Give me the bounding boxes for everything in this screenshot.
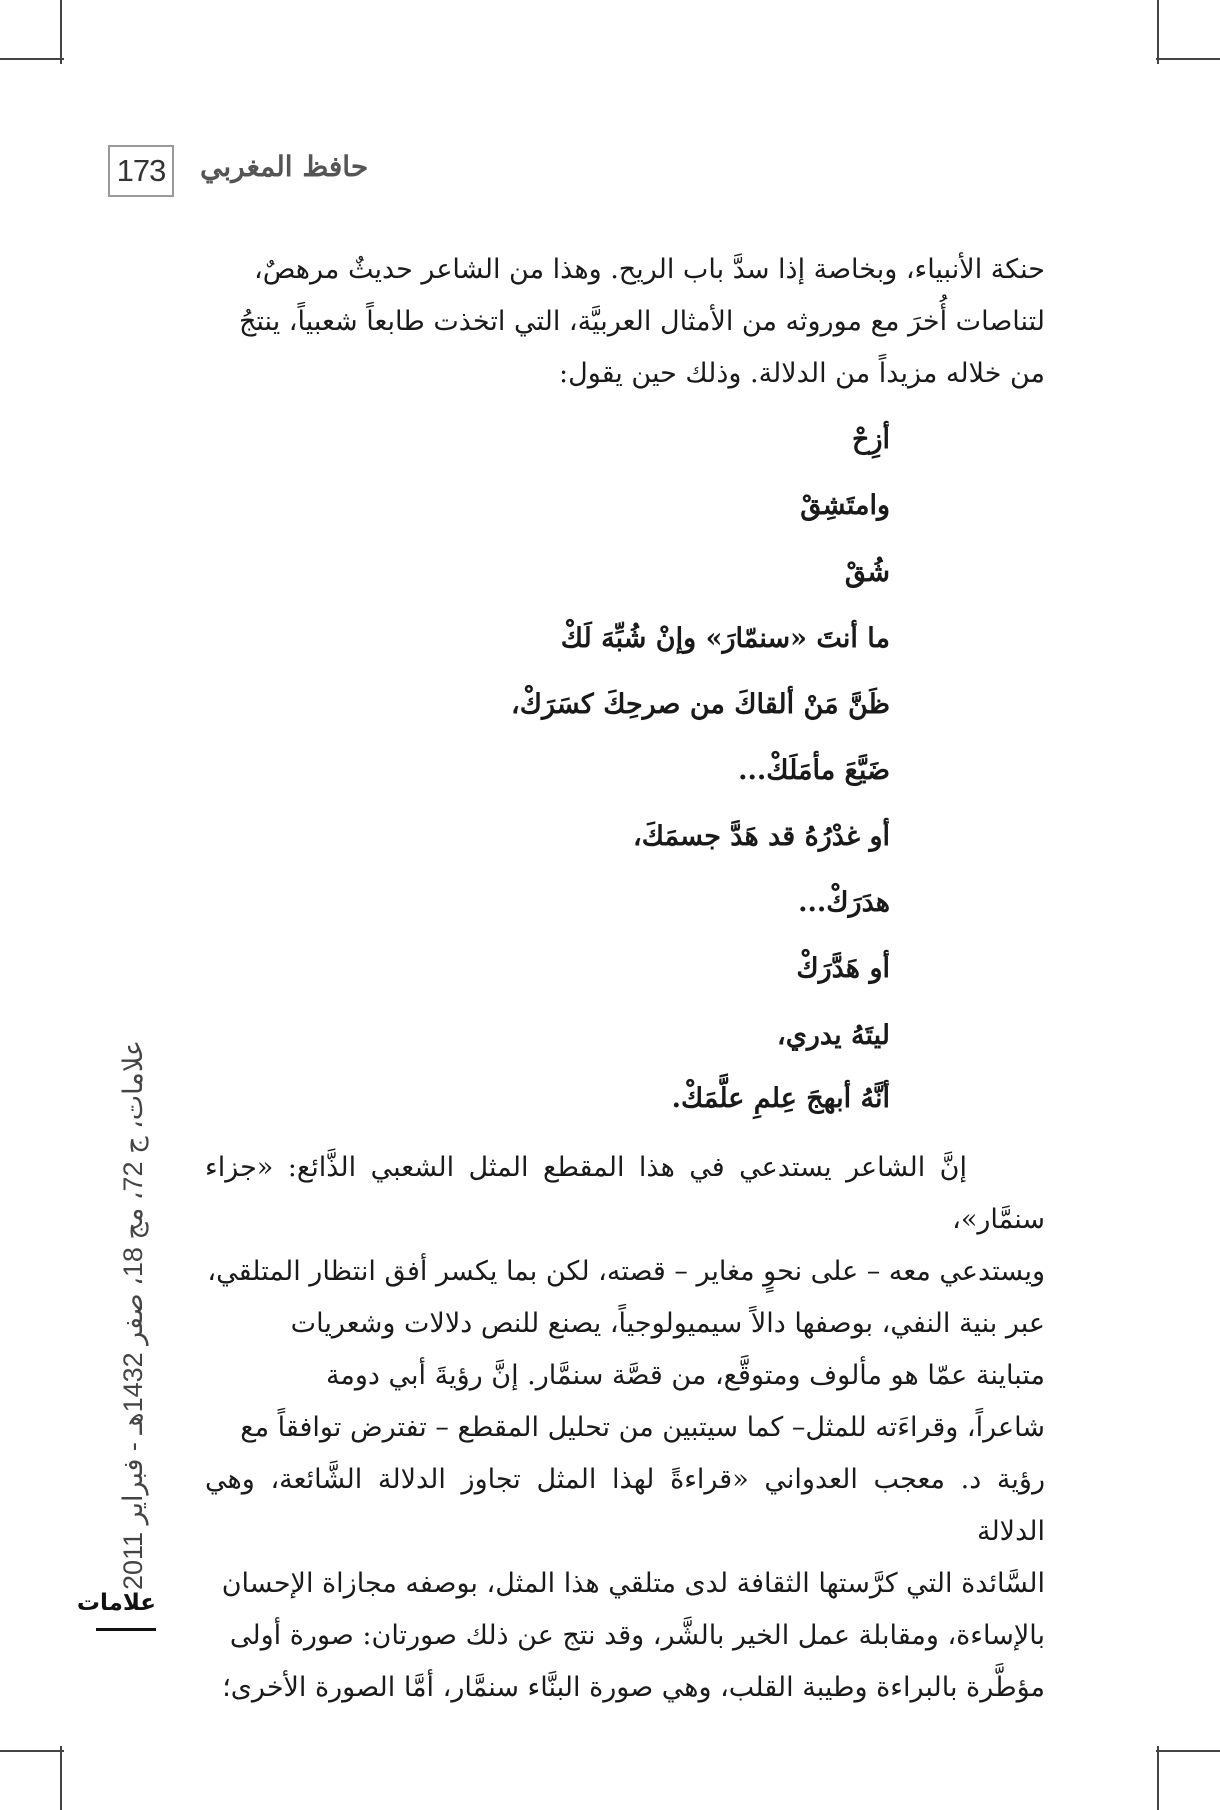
logo-underline [96, 1628, 156, 1631]
verse-line: أو هَدَّرَكْ [796, 953, 890, 984]
crop-mark-bottom-left-h [0, 1750, 64, 1752]
paragraph-line: حنكة الأنبياء، وبخاصة إذا سدَّ باب الريح. وهذا من الشاعر حديثٌ مرهصٌ، [253, 254, 1045, 285]
paragraph-line: ويستدعي معه – على نحوٍ مغاير – قصته، لكن بما يكسر أفق انتظار المتلقي، [207, 1256, 1045, 1287]
paragraph-line: إنَّ الشاعر يستدعي في هذا المقطع المثل الشعبي الذَّائع: «جزاء سنمَّار»، [205, 1152, 1045, 1235]
crop-mark-top-right [1157, 0, 1159, 64]
verse-line: أزِحْ [852, 424, 890, 455]
journal-citation: علامات، ج 72، مج 18، صفر 1432هـ - فبراير 2011 [118, 1039, 148, 1590]
intro-paragraph [205, 244, 1045, 400]
verse-line: أنَّهُ أبهجَ عِلمِ علَّمَكْ. [671, 1083, 890, 1114]
verse-line: وامتَشِقْ [800, 490, 890, 521]
crop-mark-top-left [60, 0, 62, 64]
paragraph-line: عبر بنية النفي، بوصفها دالاً سيميولوجياً، يصنع للنص دلالات وشعريات [290, 1308, 1045, 1339]
paragraph-line: بالإساءة، ومقابلة عمل الخير بالشَّر، وقد نتج عن ذلك صورتان: صورة أولى [229, 1620, 1045, 1651]
verse-line: ليتَهُ يدري، [777, 1020, 890, 1051]
crop-mark-top-right-h [1156, 58, 1220, 60]
verse-line: شُقْ [844, 557, 890, 588]
verse-line: هدَرَكْ... [798, 887, 890, 918]
verse-line: ما أنتَ «سنمّارَ» وإنْ شُبِّهَ لَكْ [560, 623, 890, 654]
verse-line: ظَنَّ مَنْ ألقاكَ من صرحِكَ كسَرَكْ، [510, 689, 890, 720]
paragraph-line: مؤطَّرة بالبراءة وطيبة القلب، وهي صورة البنَّاء سنمَّار، أمَّا الصورة الأخرى؛ [222, 1672, 1045, 1703]
paragraph-line: السَّائدة التي كرَّستها الثقافة لدى متلقي هذا المثل، بوصفه مجازاة الإحسان [221, 1568, 1045, 1599]
journal-logo: علامات [76, 1590, 156, 1616]
paragraph-line: رؤية د. معجب العدواني «قراءةً لهذا المثل تجاوز الدلالة الشَّائعة، وهي الدلالة [205, 1464, 1045, 1547]
crop-mark-top-left-h [0, 58, 64, 60]
analysis-paragraph [205, 1142, 1045, 1714]
paragraph-line: متباينة عمّا هو مألوف ومتوقَّع، من قصَّة سنمَّار. إنَّ رؤيةَ أبي دومة [325, 1360, 1045, 1391]
running-head-author: حافظ المغربي [200, 150, 369, 183]
crop-mark-bottom-right [1157, 1746, 1159, 1810]
verse-line: ضَيَّعَ مأمَلَكْ... [738, 755, 890, 786]
verse-line: أو غدْرُهُ قد هَدَّ جسمَكَ، [633, 821, 890, 852]
paragraph-line: من خلاله مزيداً من الدلالة. وذلك حين يقول: [558, 358, 1045, 389]
paragraph-line: لتناصات أُخرَ مع موروثه من الأمثال العربيَّة، التي اتخذت طابعاً شعبياً، ينتجُ [238, 306, 1045, 337]
crop-mark-bottom-left [60, 1746, 62, 1810]
paragraph-line: شاعراً، وقراءَته للمثل– كما سيتبين من تحليل المقطع – تفترض توافقاً مع [240, 1412, 1045, 1443]
page-number: 173 [108, 145, 174, 197]
crop-mark-bottom-right-h [1156, 1750, 1220, 1752]
